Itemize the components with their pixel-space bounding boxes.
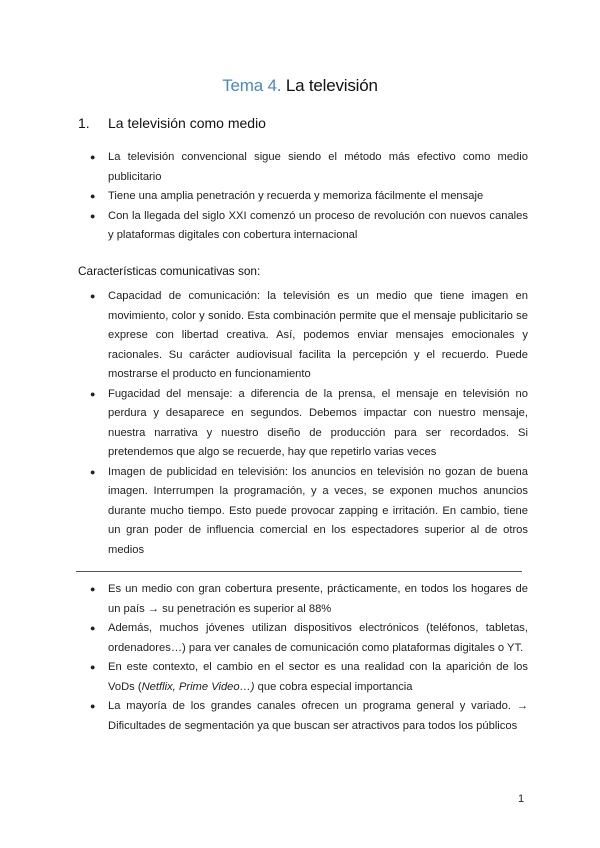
page-number: 1 bbox=[518, 793, 525, 805]
list-item: ● Tiene una amplia penetración y recuerda y memoriza fácilmente el mensaje bbox=[90, 187, 528, 207]
section-label: La televisión como medio bbox=[108, 115, 266, 131]
bullet-icon: ● bbox=[90, 291, 96, 301]
bullet-icon: ● bbox=[90, 388, 96, 399]
list-item: ● Con la llegada del siglo XXI comenzó un proceso de revolución con nuevos canales y plataformas digitales con cobertura internacional bbox=[90, 207, 528, 246]
bullet-icon: ● bbox=[90, 701, 96, 711]
list-item: ● Además, muchos jóvenes utilizan dispositivos electrónicos (teléfonos, tabletas, ordenadores…) para ver canales de comunicación como plataformas digitales o YT. bbox=[90, 619, 528, 658]
bullet-icon: ● bbox=[90, 210, 96, 221]
characteristics-subheading: Características comunicativas son: bbox=[78, 264, 261, 278]
bullet-icon: ● bbox=[90, 152, 96, 162]
section-heading bbox=[78, 115, 266, 131]
list-item: ● Es un medio con gran cobertura presente, prácticamente, en todos los hogares de un país → su penetración es superior al 88% bbox=[90, 580, 528, 619]
bullet-icon: ● bbox=[90, 466, 96, 477]
list-item: ● Fugacidad del mensaje: a diferencia de la prensa, el mensaje en televisión no perdura y desaparece en segundos. Debemos impactar con nuestro mensaje, nuestra narrativa y nuestro diseño de producción para ser recordados. Si pretendemos que algo se recuerde, hay que repetirlo varias veces bbox=[90, 385, 528, 463]
list-item: ● La mayoría de los grandes canales ofrecen un programa general y variado. → Dificultades de segmentación ya que buscan ser atractivos para todos los públicos bbox=[90, 697, 528, 736]
title-accent: Tema 4. bbox=[222, 76, 282, 95]
characteristics-list bbox=[90, 287, 528, 560]
intro-bullet-list bbox=[90, 148, 528, 246]
list-item: ● En este contexto, el cambio en el sector es una realidad con la aparición de los VoDs (Netflix, Prime Video…) que cobra especial importancia bbox=[90, 658, 528, 697]
list-item: ● Imagen de publicidad en televisión: los anuncios en televisión no gozan de buena imagen. Interrumpen la programación, y a veces, se exponen muchos anuncios durante mucho tiempo. Esto puede provocar zapping e irritación. En cambio, tiene un gran poder de influencia comercial en los espectadores superior al de otros medios bbox=[90, 463, 528, 561]
horizontal-divider bbox=[76, 571, 522, 572]
bullet-icon: ● bbox=[90, 191, 96, 201]
list-item: ● La televisión convencional sigue siendo el método más efectivo como medio publicitario bbox=[90, 148, 528, 187]
more-bullet-list bbox=[90, 580, 528, 736]
bullet-icon: ● bbox=[90, 584, 96, 594]
page-title bbox=[0, 76, 600, 96]
title-text: La televisión bbox=[285, 76, 378, 95]
section-number: 1. bbox=[78, 115, 90, 131]
list-item: ● Capacidad de comunicación: la televisión es un medio que tiene imagen en movimiento, color y sonido. Esta combinación permite que el mensaje publicitario se exprese con libertad creativa. Así, podemos enviar mensajes emocionales y racionales. Su carácter audiovisual facilita la percepción y el recuerdo. Puede mostrarse el producto en funcionamiento bbox=[90, 287, 528, 385]
bullet-icon: ● bbox=[90, 662, 96, 672]
bullet-icon: ● bbox=[90, 623, 96, 633]
